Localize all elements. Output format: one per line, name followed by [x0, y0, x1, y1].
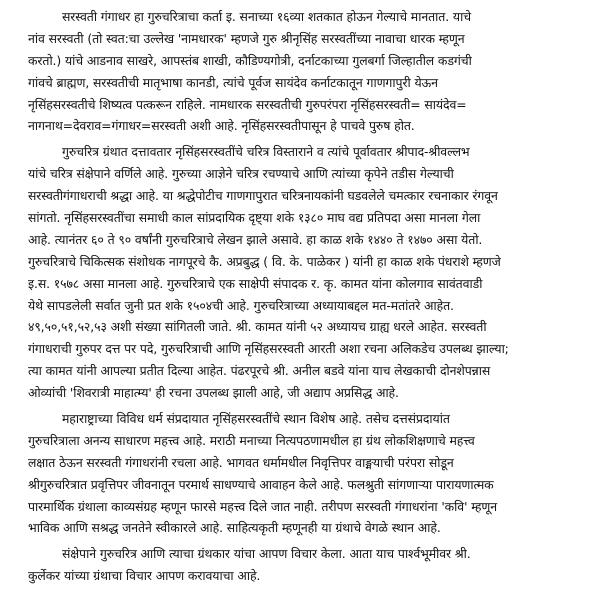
text-line: गुरुचरित्राचे चिकित्सक संशोधक नागपूरचे कै. अप्रबुद्ध ( वि. के. पाळेकर ) यांनी हा काळ शके पंधराशे म्हणजे [28, 253, 501, 269]
text-line: पारमार्थिक ग्रंथाला काव्यसंग्रह म्हणून फारसे महत्त्व दिले जात नाही. तरीपण सरस्वती गंगाधरांना 'कवि' म्हणून [28, 498, 497, 514]
paragraph-conclusion [28, 543, 578, 587]
text-line: आहे. त्यानंतर ६० ते ९० वर्षांनी गुरुचरित्राचे लेखन झाले असावे. हा काळ शके १४४० ते १४७० असा येतो. [28, 231, 483, 247]
text-line: गुरुचरित्र ग्रंथात दत्तावतार नृसिंहसरस्वतींचे चरित्र विस्ताराने व त्यांचे पूर्वावतार श्रीपाद-श्रीवल्लभ [62, 144, 470, 160]
text-line: सरस्वती गंगाधर हा गुरुचरित्राचा कर्ता इ. सनाच्या १६व्या शतकात होऊन गेल्याचे मानतात. याचे [62, 9, 471, 24]
text-line: ४९,५०,५१,५२,५३ अशी संख्या सांगितली जाते. श्री. कामत यांनी ५२ अध्यायच ग्राह्य धरले आहेत. सरस्वती [28, 319, 487, 335]
text-line: नागनाथ=देवराव=गंगाधर=सरस्वती अशी आहे. नृसिंहसरस्वतीपासून हे पाचवे पुरुष होत. [28, 118, 415, 134]
text-line: सांगतो. नृसिंहसरस्वतींचा समाधी काल सांप्रदायिक दृष्ट्या शके १३८० माघ वद्य प्रतिपदा असा मानला गेला [28, 210, 481, 226]
text-line: महाराष्ट्राच्या विविध धर्म संप्रदायात नृसिंहसरस्वतींचे स्थान विशेष आहे. तसेच दत्तसंप्रदायांत [62, 411, 450, 427]
text-line: गांवचे ब्राह्मण, सरस्वतीची मातृभाषा कानडी, त्यांचे पूर्वज सायंदेव कर्नाटकातून गाणगापुरी येऊन [28, 74, 438, 90]
text-line: ओव्यांची 'शिवरात्री माहात्म्य' ही रचना उपलब्ध झाली आहे, जी अद्याप अप्रसिद्ध आहे. [28, 385, 399, 401]
text-line: सरस्वतीगंगाधराची श्रद्धा आहे. या श्रद्धेपोटीच गाणगापुरात चरित्रनायकांनी घडवलेले चमत्कार रचनाकार रंगवून [28, 188, 498, 204]
text-line: करतो.) यांचे आडनाव साखरे, आपस्तंब शाखी, कौडिण्यगोत्री, दर्नाटकाच्या गुलबर्गा जिल्हातील कडगंची [28, 52, 472, 68]
text-line: श्रीगुरुचरित्रात प्रवृत्तिपर जीवनातून परमार्थ साधण्याचे आवाहन केले आहे. फलश्रुती सांगणाऱ्या पारायणात्मक [28, 476, 494, 492]
text-line: नांव सरस्वती (तो स्वत:चा उल्लेख 'नामधारक' म्हणजे गुरु श्रीनृसिंह सरस्वतींच्या नावाचा धारक म्हणून [28, 30, 465, 46]
text-line: लक्षात ठेऊन सरस्वती गंगाधरांनी रचला आहे. भागवत धर्मामधील निवृत्तिपर वाङ्मयाची परंपरा सोडून [28, 454, 454, 470]
text-line: संक्षेपाने गुरुचरित्र आणि त्याचा ग्रंथकार यांचा आपण विचार केला. आता याच पार्श्वभूमीवर श्री. [62, 546, 471, 562]
text-line: यांचे चरित्र संक्षेपाने वर्णिले आहे. गुरुच्या आज्ञेने चरित्र रचण्याचे आणि त्यांच्या कृपेने तडीस गेल्याची [28, 166, 454, 182]
text-line: गुरुचरित्राला अनन्य साधारण महत्त्व आहे. मराठी मनाच्या नित्यपठणामधील हा ग्रंथ लोकशिक्षणाचे महत्त्व [28, 432, 475, 448]
paragraph-gurucharitra-content [28, 141, 578, 404]
text-line: गंगाधराची गुरुपर दत्त पर पदे, गुरुचरित्राची आणि नृसिंहसरस्वती आरती अशा रचना अलिकडेच उपलब्ध झाल्या; [28, 341, 509, 357]
text-line: इ.स. १५७८ असा मानला आहे. गुरुचरित्राचे एक साक्षेपी संपादक र. कृ. कामत यांना कोलगाव सावंतवाडी [28, 275, 483, 291]
text-line: नृसिंहसरस्वतीचे शिष्यत्व पत्करून राहिले. नामधारक सरस्वतीची गुरुपरंपरा नृसिंहसरस्वती= सायंदेव= [28, 96, 467, 112]
paragraph-significance [28, 408, 578, 539]
text-line: भाविक आणि सश्रद्ध जनतेने स्वीकारले आहे. साहित्यकृती म्हणूनही या ग्रंथाचे वेगळे स्थान आहे. [28, 520, 441, 536]
text-line: त्या कामत यांनी आपल्या प्रतीत दिल्या आहेत. पंढरपूरचे श्री. अनील बडवे यांना याच लेखकाची दोनशेपन्नास [28, 363, 491, 379]
text-line: येथे सापडलेली सर्वात जुनी प्रत शके १५०४ची आहे. गुरुचरित्राच्या अध्यायाबद्दल मत-मतांतरे आहेत. [28, 297, 454, 313]
paragraph-author-intro [28, 6, 578, 137]
text-line: कुर्लेकर यांच्या ग्रंथाचा विचार आपण करावयाचा आहे. [28, 568, 261, 584]
